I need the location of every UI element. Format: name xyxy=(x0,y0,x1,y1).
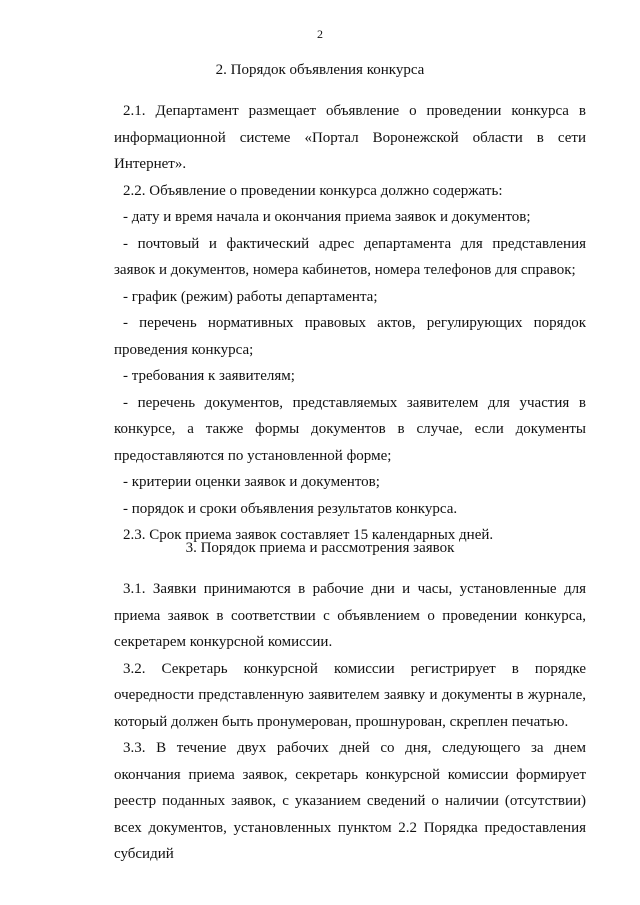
list-item-schedule: - график (режим) работы департамента; xyxy=(123,288,378,305)
section-2-heading: 2. Порядок объявления конкурса xyxy=(215,62,425,78)
paragraph-3-3: 3.3. В течение двух рабочих дней со дня, следующего за днем окончания приема заявок, секретарь конкурсной комиссии формирует реестр поданных заявок, с указанием сведений о наличии (отсутствии) всех документов, установленных пунктом 2.2 Порядка предоставления субсидий xyxy=(114,740,586,862)
paragraph-2-3: 2.3. Срок приема заявок составляет 15 календарных дней. xyxy=(123,527,494,543)
list-item-dates: - дату и время начала и окончания приема заявок и документов; xyxy=(123,209,531,225)
section-3-heading: 3. Порядок приема и рассмотрения заявок xyxy=(185,540,455,556)
paragraph-3-1: 3.1. Заявки принимаются в рабочие дни и часы, установленные для приема заявок в соответствии с объявлением о проведении конкурса, секретарем конкурсной комиссии. xyxy=(114,581,586,650)
paragraph-3-2: 3.2. Секретарь конкурсной комиссии регистрирует в порядке очередности представленную заявителем заявку и документы в журнале, который должен быть пронумерован, прошнурован, скреплен печатью. xyxy=(114,660,586,730)
list-item-requirements: - требования к заявителям; xyxy=(123,368,295,384)
paragraph-2-2: 2.2. Объявление о проведении конкурса должно содержать: xyxy=(123,182,503,199)
list-item-legal-acts: - перечень нормативных правовых актов, регулирующих порядок проведения конкурса; xyxy=(114,315,586,358)
section-2-body xyxy=(114,98,586,549)
paragraph-2-1: 2.1. Департамент размещает объявление о проведении конкурса в информационной системе «Портал Воронежской области в сети Интернет». xyxy=(114,103,586,172)
page-number: 2 xyxy=(317,27,323,41)
section-3-body xyxy=(114,576,586,868)
list-item-criteria: - критерии оценки заявок и документов; xyxy=(123,474,380,490)
list-item-documents: - перечень документов, представляемых заявителем для участия в конкурсе, а также формы документов в случае, если документы предоставляются по установленной форме; xyxy=(114,394,586,464)
list-item-address: - почтовый и фактический адрес департамента для представления заявок и документов, номера кабинетов, номера телефонов для справок; xyxy=(114,235,586,278)
list-item-results: - порядок и сроки объявления результатов конкурса. xyxy=(123,500,458,517)
